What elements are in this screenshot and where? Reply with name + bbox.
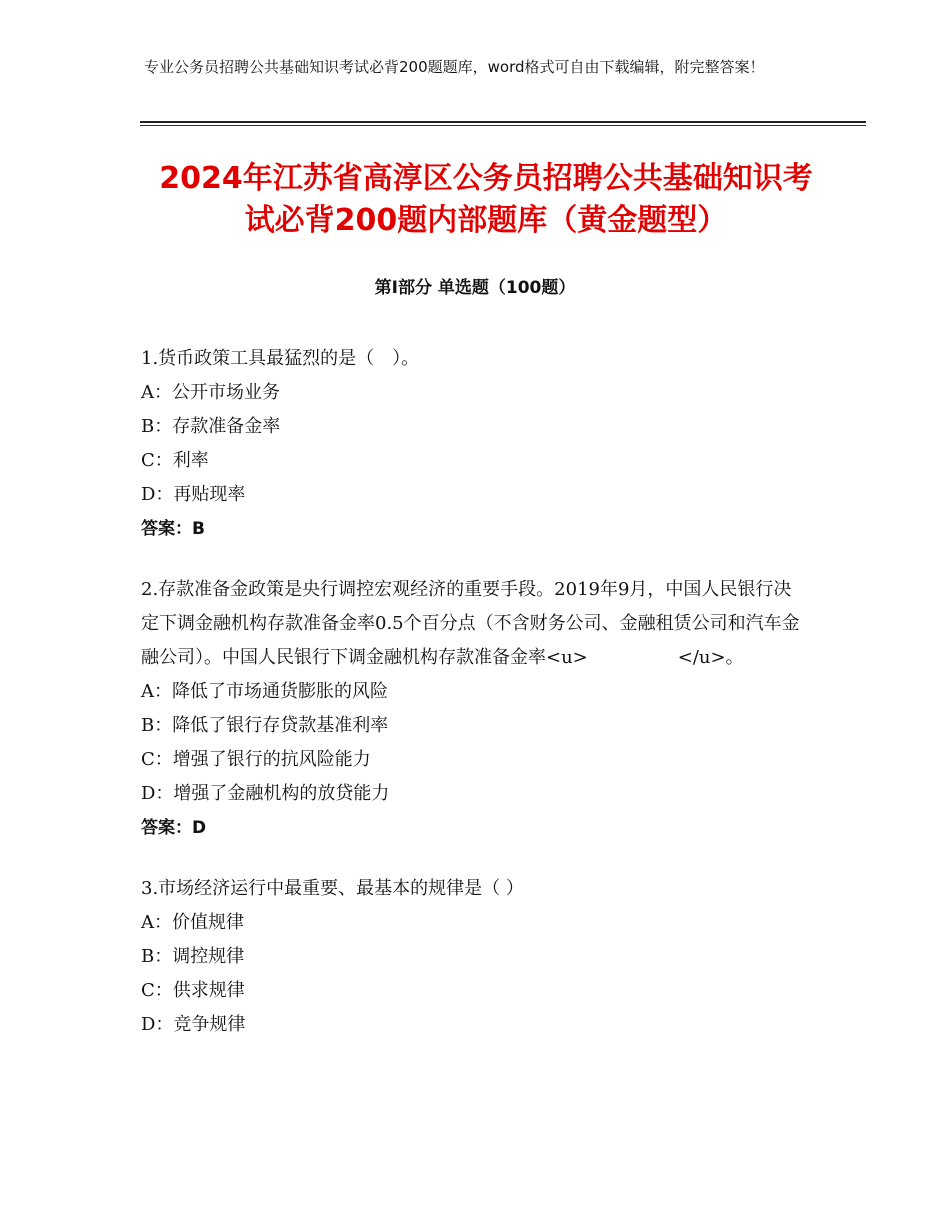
- answer: 答案：D: [141, 818, 207, 838]
- header-note: 专业公务员招聘公共基础知识考试必背200题题库，word格式可自由下载编辑，附完整答案！: [144, 58, 765, 76]
- question-stem: 2.存款准备金政策是央行调控宏观经济的重要手段。2019年9月，中国人民银行决定下调金融机构存款准备金率0.5个百分点（不含财务公司、金融租赁公司和汽车金融公司）。中国人民银行下调金融机构存款准备金率<u> </u>。: [141, 579, 800, 668]
- header-divider-thick: [140, 121, 866, 123]
- option-b: B：降低了银行存贷款基准利率: [141, 715, 389, 736]
- option-c: C：供求规律: [141, 980, 245, 1001]
- section-title: 第Ⅰ部分 单选题（100题）: [374, 278, 576, 298]
- document-title: 2024年江苏省高淳区公务员招聘公共基础知识考试必背200题内部题库（黄金题型）: [159, 161, 813, 238]
- answer: 答案：B: [141, 519, 205, 539]
- question-3: [141, 872, 801, 1042]
- question-1: [141, 342, 801, 546]
- option-b: B：调控规律: [141, 946, 245, 967]
- option-d: D：再贴现率: [141, 484, 246, 505]
- option-a: A：公开市场业务: [141, 382, 280, 403]
- option-c: C：利率: [141, 450, 209, 471]
- question-list: [141, 342, 801, 1069]
- option-d: D：增强了金融机构的放贷能力: [141, 783, 390, 804]
- header-divider-thin: [140, 125, 866, 126]
- question-stem: 3.市场经济运行中最重要、最基本的规律是（ ）: [141, 878, 524, 899]
- option-b: B：存款准备金率: [141, 416, 281, 437]
- question-2: [141, 573, 801, 845]
- option-d: D：竞争规律: [141, 1014, 246, 1035]
- option-a: A：价值规律: [141, 912, 244, 933]
- option-c: C：增强了银行的抗风险能力: [141, 749, 371, 770]
- option-a: A：降低了市场通货膨胀的风险: [141, 681, 388, 702]
- question-stem: 1.货币政策工具最猛烈的是（ ）。: [141, 348, 420, 369]
